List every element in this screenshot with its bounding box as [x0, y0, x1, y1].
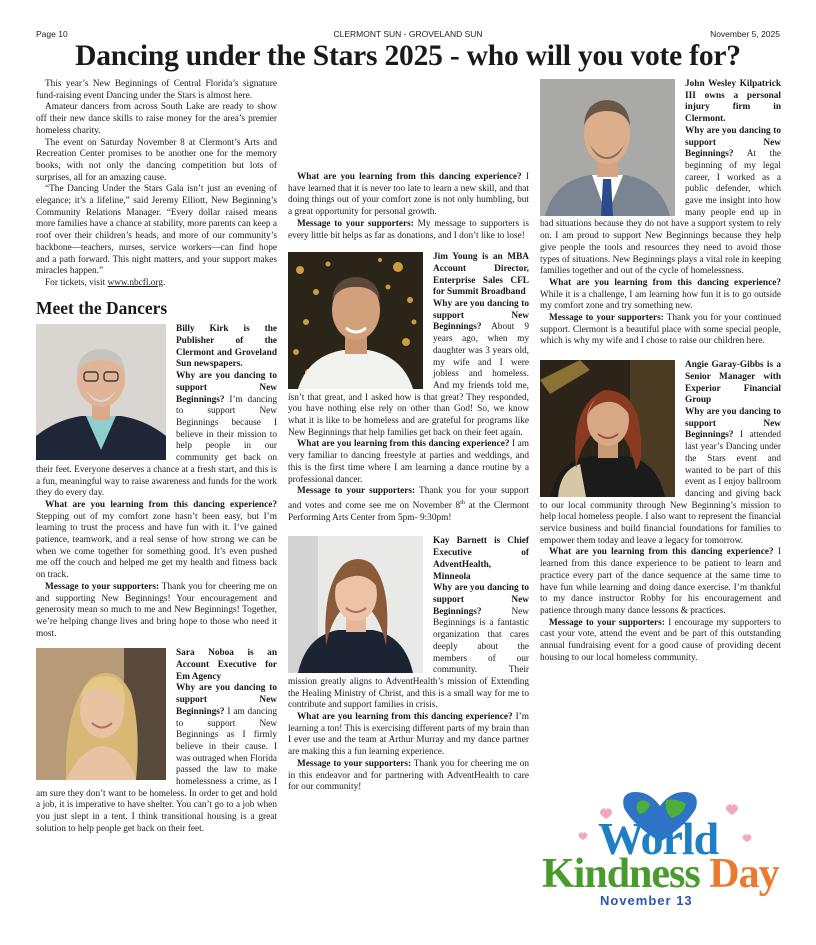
paper-name: CLERMONT SUN - GROVELAND SUN — [333, 29, 483, 39]
intro-paragraph: Amateur dancers from across South Lake are ready to show off their new dance skills to raise money for the area’s premier homeless charity. — [36, 102, 277, 136]
angie-answer-2: What are you learning from this dancing experience? I learned from this dance experience to be patient to learn and practice every part of the dance sequence at the same time to have fun while learning and doing dance exercise. I’m thankful to my dance instructor Robby for his encouragement and patience through many dance lessons & practices. — [540, 547, 781, 616]
intro-paragraph: The event on Saturday November 8 at Clermont’s Arts and Recreation Center promises to be another one for the memory books, with not only the dancing competition but lots of surprises, all for an amazing cause. — [36, 137, 277, 183]
billy-answer-1: Why are you dancing to support New Beginnings? I’m dancing to support New Beginnings because I believe in their mission to help people in our community get back on their feet. Everyone deserves a chance at a fresh start, and this is a fun, meaningful way to raise awareness and funds for the work they do every day. — [36, 371, 277, 499]
angie-intro: Angie Garay-Gibbs is a Senior Manager with Experior Financial Group — [685, 360, 781, 406]
tickets-line: For tickets, visit www.nbcfl.org. — [45, 277, 166, 288]
jim-answer-1: Why are you dancing to support New Beginnings? About 9 years ago, when my daughter was 3 years old, my wife and I were jobless and homeless. And my friends told me, isn’t that great, and I asked how is that great? They responded, you have nothing else rely on other than God! So, we know what it is like to be homeless and are grateful for programs like New Beginnings that help families get back on their feet again. — [288, 299, 530, 438]
john-intro: John Wesley Kilpatrick III owns a personal injury firm in Clermont. — [685, 79, 781, 125]
angie-answer-1: Why are you dancing to support New Beginnings? I attended last year’s Dancing under the Stars event and wanted to be part of this event as I enjoy ballroom dancing and giving back to our local community through New Beginning’s mission to help local homeless people. I also want to represent the financial service business and build financial foundations for families to empower them today and leave a legacy for tomorrow. — [540, 406, 781, 546]
photo-sara-noboa — [36, 648, 166, 780]
column-3 — [540, 79, 781, 664]
section-title: Meet the Dancers — [36, 297, 168, 318]
photo-kay-barnett — [288, 536, 423, 673]
badge-world: World — [598, 813, 719, 864]
john-answer-2: What are you learning from this dancing experience? While it is a challenge, I am learning how fun it is to go outside my comfort zone and try something new. — [540, 277, 781, 312]
intro-paragraph: “The Dancing Under the Stars Gala isn’t just an evening of elegance; it’s a lifeline,” said Jeremy Elliott, New Beginning’s Community Relations Manager. “Every dollar raised means more families have a chance at stability, more parents can keep a roof over their children’s heads, and more of our community’s backbone—teachers, nurses, service workers—can find hope and a path forward. This night matters, and your support makes miracles happen.” — [36, 184, 278, 277]
jim-answer-3: Message to your supporters: Thank you for your support and votes and come see me on November 8th at the Clermont Performing Arts Center from 5pm- 9:30pm! — [288, 486, 530, 523]
billy-answer-3: Message to your supporters: Thank you for cheering me on and supporting New Beginnings! Your encouragement and generosity mean so much to me and New Beginnings! Together, we’re helping change lives and bring hope to those who need it most. — [36, 581, 277, 639]
sara-answer-2: What are you learning from this dancing experience? I have learned that it is never too late to learn a new skill, and that doing things out of your comfort zone is not only humbling, but a great opportunity for personal growth. — [288, 172, 529, 218]
sara-answer-1: Why are you dancing to support New Beginnings? I am dancing to support New Beginnings as I firmly believe in their cause. I was outraged when Florida passed the law to make homelessness a crime, as I am sure they don’t want to be homeless. In order to get and hold a job, it is imperative to have shelter. You can’t go to a job when you just slept in a tent. I think transitional housing is a great solution to help people get back on their feet. — [36, 683, 277, 834]
jim-intro: Jim Young is an MBA Account Director, Enterprise Sales CFL for Summit Broadband — [433, 252, 529, 298]
john-answer-1: Why are you dancing to support New Beginnings? At the beginning of my legal career, I worked as a public defender, which gave me insight into how many people end up in bad situations because they do not have a support system to rely on. I am proud to support New Beginnings because they help give people the tools and resources they need to avoid those types of situations. New Beginnings plays a vital role in keeping families together and out of the cycle of homelessness. — [540, 125, 781, 277]
photo-jim-young — [288, 252, 423, 389]
page-number: Page 10 — [36, 29, 68, 39]
kay-answer-3: Message to your supporters: Thank you for cheering me on in this endeavor and for partnering with AdventHealth to care for our community! — [288, 758, 529, 793]
intro-paragraph: This year’s New Beginnings of Central Florida’s signature fund-raising event Dancing under the Stars is almost here. — [36, 79, 277, 101]
photo-john-kilpatrick — [540, 79, 675, 216]
badge-date: November 13 — [600, 893, 693, 908]
photo-billy-kirk — [36, 324, 166, 460]
world-kindness-day-logo — [540, 790, 781, 915]
sara-answer-3: Message to your supporters: My message to supporters is every little bit helps as far as donations, and I don’t like to lose! — [288, 218, 529, 241]
billy-answer-2: What are you learning from this dancing experience? Stepping out of my comfort zone hasn’t been easy, but I’m learning to trust the process and have fun with it. I’ve gained patience, teamwork, and a real sense of how strong we can be when we come together for something good. It’s even pushed me off the couch and helped me get my health and fitness back on track. — [36, 499, 277, 581]
john-answer-3: Message to your supporters: Thank you for your continued support. Clermont is a beautiful place with some special people, which is why my wife and I chose to raise our children here. — [540, 313, 781, 347]
column-2-content — [288, 172, 529, 794]
kay-answer-1: Why are you dancing to support New Beginnings? New Beginnings is a fantastic organization that cares deeply about the members of our community. Their mission greatly aligns to AdventHealth’s mission of Extending the Healing Ministry of Christ, and this is a small way for me to contribute and support families in crisis. — [288, 583, 529, 711]
tickets-link[interactable]: www.nbcfl.org — [107, 277, 164, 288]
kay-answer-2: What are you learning from this dancing experience? I’m learning a ton! This is exercising different parts of my brain than I ever use and the team at Arthur Murray and my dance partner are making this a fun learning experience. — [288, 712, 529, 758]
photo-angie-garay-gibbs — [540, 360, 675, 497]
kay-intro: Kay Barnett is Chief Executive of AdventHealth, Minneola — [433, 536, 529, 582]
billy-intro: Billy Kirk is the Publisher of the Clermont and Groveland Sun newspapers. — [176, 324, 277, 370]
angie-answer-3: Message to your supporters: I encourage my supporters to cast your vote, attend the event and be part of this outstanding annual fundraising event for a good cause of providing decent housing to our local homeless community. — [540, 617, 782, 663]
sara-intro: Sara Noboa is an Account Executive for Em Agency — [176, 648, 277, 682]
jim-answer-2: What are you learning from this dancing experience? I am very familiar to dancing freestyle at parties and weddings, and this is the first time where I am learning a dance routine by a professional dancer. — [288, 439, 530, 485]
badge-kindness-day: Kindness Day — [542, 851, 779, 897]
column-1 — [36, 79, 277, 836]
page-title: Dancing under the Stars 2025 - who will you vote for? — [75, 40, 741, 72]
issue-date: November 5, 2025 — [710, 29, 780, 39]
